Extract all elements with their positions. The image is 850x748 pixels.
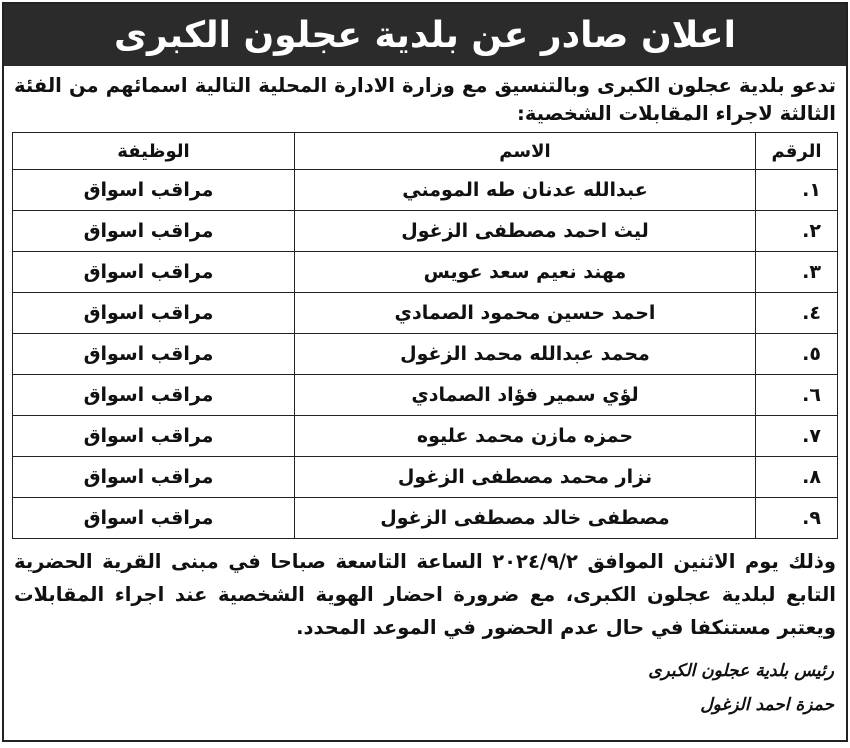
row-name: مهند نعيم سعد عويس (295, 252, 756, 293)
row-number: ٣. (756, 252, 838, 293)
row-number: ١. (756, 170, 838, 211)
announcement-banner (4, 4, 846, 66)
table-header-row (13, 133, 838, 170)
table-row (13, 170, 838, 211)
row-job: مراقب اسواق (13, 252, 295, 293)
table-row (13, 334, 838, 375)
row-name: احمد حسين محمود الصمادي (295, 293, 756, 334)
header-job: الوظيفة (13, 133, 295, 170)
signature-name: حمزة احمد الزغول (700, 695, 834, 715)
row-number: ٩. (756, 498, 838, 539)
table-row (13, 252, 838, 293)
row-name: عبدالله عدنان طه المومني (295, 170, 756, 211)
table-row (13, 293, 838, 334)
row-name: نزار محمد مصطفى الزغول (295, 457, 756, 498)
row-number: ٤. (756, 293, 838, 334)
intro-paragraph: تدعو بلدية عجلون الكبرى وبالتنسيق مع وزارة الادارة المحلية التالية اسمائهم من الفئة الثالثة لاجراء المقابلات الشخصية: (14, 74, 836, 125)
table-row (13, 211, 838, 252)
row-job: مراقب اسواق (13, 457, 295, 498)
row-job: مراقب اسواق (13, 416, 295, 457)
row-job: مراقب اسواق (13, 498, 295, 539)
row-job: مراقب اسواق (13, 334, 295, 375)
table-row (13, 416, 838, 457)
row-job: مراقب اسواق (13, 211, 295, 252)
table-row (13, 457, 838, 498)
row-number: ٨. (756, 457, 838, 498)
row-name: مصطفى خالد مصطفى الزغول (295, 498, 756, 539)
row-job: مراقب اسواق (13, 375, 295, 416)
row-number: ٦. (756, 375, 838, 416)
table-row (13, 375, 838, 416)
row-name: حمزه مازن محمد عليوه (295, 416, 756, 457)
row-number: ٧. (756, 416, 838, 457)
announcement-title: اعلان صادر عن بلدية عجلون الكبرى (114, 14, 736, 56)
row-number: ٥. (756, 334, 838, 375)
closing-paragraph: وذلك يوم الاثنين الموافق ٢٠٢٤/٩/٢ الساعة التاسعة صباحا في مبنى القرية الحضرية التابع لبلدية عجلون الكبرى، مع ضرورة احضار الهوية الشخصية عند اجراء المقابلات ويعتبر مستنكفا في حال عدم الحضور في الموعد المحدد. (14, 550, 836, 639)
row-number: ٢. (756, 211, 838, 252)
announcement-page (2, 2, 848, 742)
header-name: الاسم (295, 133, 756, 170)
row-job: مراقب اسواق (13, 293, 295, 334)
signature-block (4, 644, 846, 722)
row-name: ليث احمد مصطفى الزغول (295, 211, 756, 252)
row-name: محمد عبدالله محمد الزغول (295, 334, 756, 375)
table-row (13, 498, 838, 539)
row-name: لؤي سمير فؤاد الصمادي (295, 375, 756, 416)
signature-title: رئيس بلدية عجلون الكبرى (648, 661, 834, 681)
candidates-table (12, 132, 838, 539)
header-number: الرقم (756, 133, 838, 170)
row-job: مراقب اسواق (13, 170, 295, 211)
